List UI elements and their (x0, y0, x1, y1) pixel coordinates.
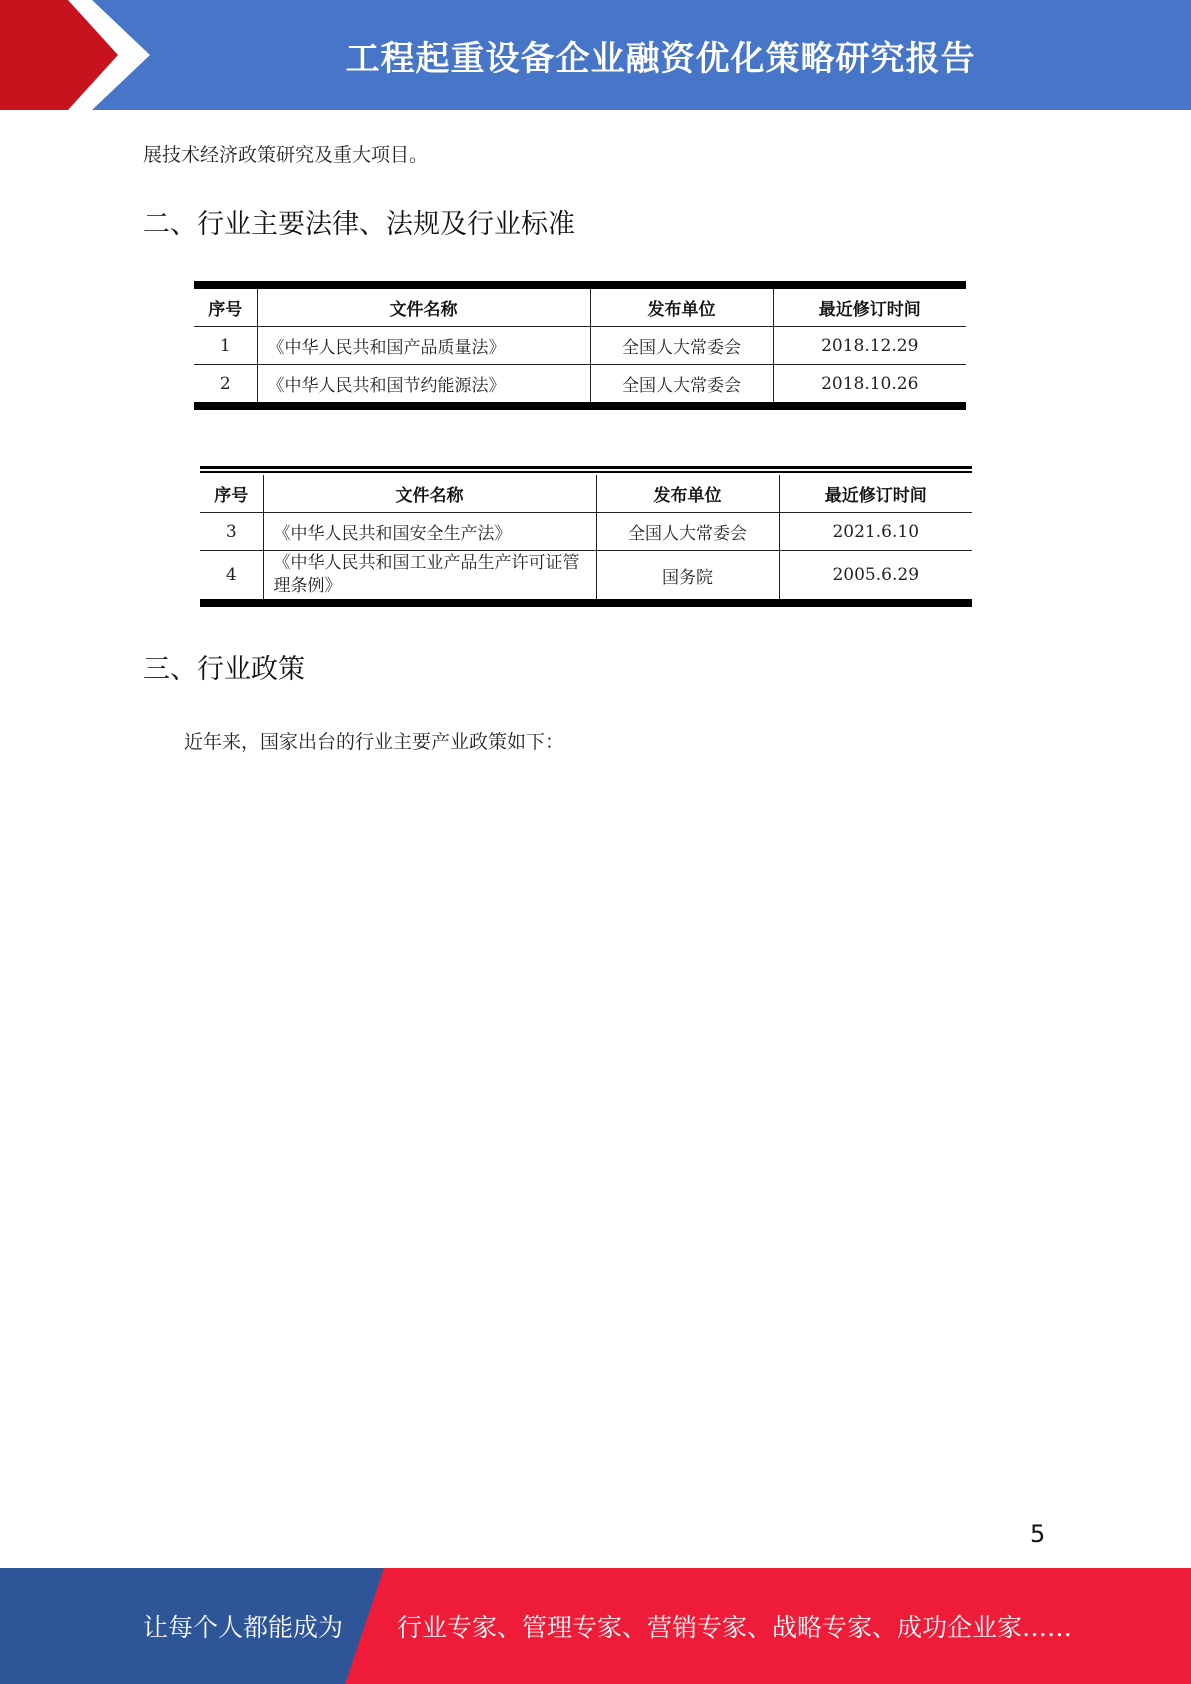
cell-issuer: 国务院 (596, 551, 779, 600)
table-header-row (200, 475, 972, 513)
policy-paragraph: 近年来，国家出台的行业主要产业政策如下： (184, 731, 565, 753)
cell-revised: 2018.12.29 (773, 327, 966, 365)
page-footer (0, 1568, 1191, 1684)
col-header-issuer: 发布单位 (596, 475, 779, 513)
cell-seq: 4 (200, 551, 263, 600)
footer-slogan-left: 让每个人都能成为 (143, 1613, 344, 1642)
table-row (194, 365, 966, 403)
col-header-doc-name: 文件名称 (257, 289, 590, 327)
page-number: 5 (1030, 1520, 1046, 1548)
cell-revised: 2021.6.10 (779, 513, 972, 551)
col-header-seq: 序号 (194, 289, 257, 327)
table-bottom-rule (194, 402, 966, 410)
cell-seq: 2 (194, 365, 257, 403)
cell-doc-name: 《中华人民共和国产品质量法》 (257, 327, 590, 365)
cell-revised: 2005.6.29 (779, 551, 972, 600)
table-row (194, 327, 966, 365)
col-header-revised: 最近修订时间 (779, 475, 972, 513)
cell-issuer: 全国人大常委会 (596, 513, 779, 551)
section-heading-policy: 三、行业政策 (143, 654, 305, 685)
cell-doc-name: 《中华人民共和国节约能源法》 (257, 365, 590, 403)
table-header-row (194, 289, 966, 327)
cell-doc-name: 《中华人民共和国安全生产法》 (263, 513, 596, 551)
table-bottom-rule (200, 599, 972, 607)
cell-doc-name: 《中华人民共和国工业产品生产许可证管理条例》 (263, 551, 596, 600)
footer-slogan-right: 行业专家、管理专家、营销专家、战略专家、成功企业家…… (397, 1613, 1073, 1642)
law-table-1 (194, 281, 966, 410)
section-heading-laws: 二、行业主要法律、法规及行业标准 (143, 209, 575, 240)
table-row (200, 513, 972, 551)
col-header-issuer: 发布单位 (590, 289, 773, 327)
report-title: 工程起重设备企业融资优化策略研究报告 (345, 38, 976, 79)
cell-seq: 3 (200, 513, 263, 551)
page-header (0, 0, 1191, 110)
cell-seq: 1 (194, 327, 257, 365)
table-row (200, 551, 972, 600)
col-header-seq: 序号 (200, 475, 263, 513)
table-top-rule (200, 466, 972, 471)
intro-paragraph: 展技术经济政策研究及重大项目。 (143, 144, 429, 166)
law-table-2 (200, 466, 972, 607)
cell-revised: 2018.10.26 (773, 365, 966, 403)
cell-issuer: 全国人大常委会 (590, 365, 773, 403)
cell-issuer: 全国人大常委会 (590, 327, 773, 365)
col-header-doc-name: 文件名称 (263, 475, 596, 513)
col-header-revised: 最近修订时间 (773, 289, 966, 327)
table-top-rule (194, 281, 966, 289)
